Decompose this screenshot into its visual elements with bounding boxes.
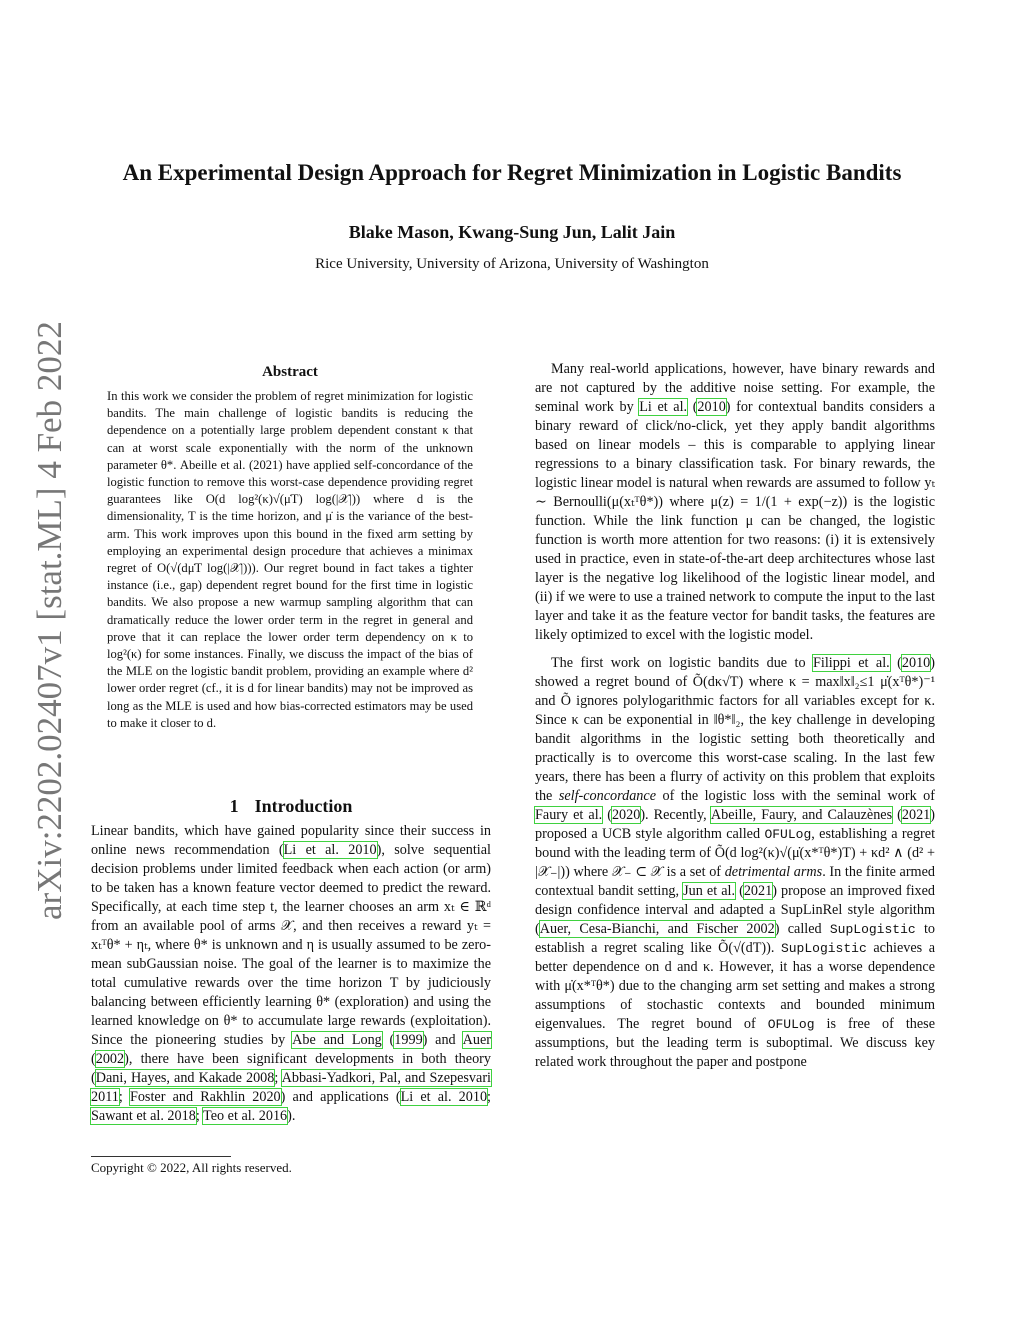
abstract-text: In this work we consider the problem of regret minimization for logistic bandits. The main challenge of logistic bandits is reducing the dependence on a potentially large problem dependent constant κ that can at worst scale exponentially with the norm of the unknown parameter θ*. Abeille et al. (2021) have applied self-concordance of the logistic function to remove this worst-case dependence providing regret guarantees like O(d log²(κ)√(μ̇T) log(|𝒳|)) where d is the dimensionality, T is the time horizon, and μ̇ is the variance of the best-arm. This work improves upon this bound in the fixed arm setting by employing an experimental design procedure that achieves a minimax regret of O(√(dμ̇T log(|𝒳|))). Our regret bound in fact takes a tighter instance (i.e., gap) dependent regret bound for the first time in logistic bandits. We also propose a new warmup sampling algorithm that can dramatically reduce the lower order term in the regret in general and prove that it can replace the lower order term dependency on κ to log²(κ) for some instances. Finally, we discuss the impact of the bias of the MLE on the logistic bandit problem, providing an example where d² lower order regret (cf., it is d for linear bandits) may not be improved as long as the MLE is used and how bias-corrected estimators may be used to make it closer to d. [107, 389, 473, 730]
text-run: ( [892, 807, 902, 823]
text-run: ( [889, 655, 902, 671]
text-run: ( [602, 807, 612, 823]
right-column [535, 360, 935, 1072]
text-run: of the logistic loss with the seminal work of [656, 788, 935, 804]
citation-link[interactable]: Li et al. 2010 [283, 842, 377, 858]
text-run: ) and applications ( [280, 1089, 401, 1105]
text-run: , establishing a regret bound with the leading term of Õ(d log²(κ)√(μ̇(x*ᵀθ*)T) + κd² ∧ (d² + |𝒳₋|)) where 𝒳₋ ⊂ 𝒳 is a set of [535, 826, 936, 880]
text-run: ). Recently, [640, 807, 711, 823]
text-run: ) called [774, 921, 830, 937]
text-run: achieves a better dependence on d and κ. However, it has a worse dependence with μ̇(x*ᵀθ*) due to the changing arm set setting and makes a strong assumptions of stochastic contexts and bounded minimum eigenvalues. The regret bound of [535, 940, 935, 1032]
emphasis-text: self-concordance [558, 788, 656, 804]
citation-link[interactable]: 2010 [901, 655, 931, 671]
citation-link[interactable]: 2020 [611, 807, 641, 823]
paragraph-binary-rewards [535, 360, 935, 645]
section-number: 1 [229, 796, 239, 816]
citation-link[interactable]: Jun et al. [683, 883, 736, 899]
text-run: ( [687, 399, 698, 415]
section-title: Introduction [254, 796, 353, 816]
text-run: Linear bandits, which have gained popularity since their success in online news recommendation ( [91, 823, 491, 858]
text-run: ) for contextual bandits considers a binary reward of click/no-click, yet they apply bandit algorithms based on linear models – this is comparable to applying linear regressions to a binary classification task. For binary rewards, the logistic linear model is natural when rewards are assumed to follow yₜ ∼ Bernoulli(μ(xₜᵀθ*)) where μ(z) = 1/(1 + exp(−z)) is the logistic function. While the link function μ can be changed, the logistic function is worth more attention for two reasons: (i) it is extensively used in practice, even in state-of-the-art deep architectures whose last layer is the negative log likelihood of the logistic linear model, and (ii) if we were to use a trained network to compute the input to the last layer and take it as the feature vector for bandit tasks, the features are likely optimized to excel with the logistic model. [535, 399, 935, 643]
text-run: ; [195, 1108, 204, 1124]
paper-title: An Experimental Design Approach for Regret Minimization in Logistic Bandits [122, 160, 902, 185]
text-run: . In the finite armed contextual bandit setting, [535, 864, 935, 899]
text-run: ( [735, 883, 744, 899]
citation-link[interactable]: Sawant et al. 2018 [91, 1108, 196, 1124]
citation-link[interactable]: Abeille, Faury, and Calauzènes [710, 807, 893, 823]
algorithm-name: OFULog [764, 827, 812, 842]
algorithm-name: OFULog [767, 1017, 815, 1032]
citation-link[interactable]: 2021 [743, 883, 773, 899]
introduction-paragraph [91, 822, 491, 1126]
citation-link[interactable]: Filippi et al. [812, 655, 890, 671]
arxiv-identifier-stamp: arXiv:2202.02407v1 [stat.ML] 4 Feb 2022 [30, 321, 69, 920]
text-run: ( [381, 1032, 395, 1048]
citation-link[interactable]: Faury et al. [535, 807, 603, 823]
paper-affiliations: Rice University, University of Arizona, University of Washington [315, 256, 709, 272]
citation-link[interactable]: Foster and Rakhlin 2020 [129, 1089, 281, 1105]
citation-link[interactable]: 2021 [901, 807, 931, 823]
copyright-notice: Copyright © 2022, All rights reserved. [91, 1160, 292, 1175]
citation-link[interactable]: Teo et al. 2016 [203, 1108, 288, 1124]
algorithm-name: SupLogistic [829, 922, 916, 937]
text-run: ) and [422, 1032, 463, 1048]
text-run: Many real-world applications, however, have binary rewards and are not captured by the additive noise setting. For example, the seminal work by [535, 361, 935, 415]
citation-link[interactable]: Li et al. [639, 399, 688, 415]
text-run: ) proposed a UCB style algorithm called [535, 807, 935, 842]
citation-link[interactable]: 2002 [95, 1051, 125, 1067]
text-run: to establish a regret scaling like Õ(√(dT)). [535, 921, 935, 956]
citation-link[interactable]: Auer [462, 1032, 491, 1048]
introduction-heading [91, 796, 491, 817]
citation-link[interactable]: Dani, Hayes, and Kakade 2008 [95, 1070, 275, 1086]
text-run: is free of these assumptions, but the leading term is suboptimal. We discuss key related work throughout the paper and postpone [535, 1016, 935, 1070]
paragraph-logistic-bandits [535, 654, 935, 1072]
text-run: ), there have been significant developments in both theory ( [91, 1051, 491, 1086]
text-run: ) propose an improved fixed design confidence interval and adapted a SupLinRel style algorithm ( [535, 883, 936, 937]
emphasis-text: detrimental arms [724, 864, 823, 880]
footnote-divider [91, 1156, 231, 1157]
text-run: ). [287, 1108, 296, 1124]
citation-link[interactable]: Abe and Long [292, 1032, 382, 1048]
text-run: ( [91, 1051, 96, 1067]
citation-link[interactable]: Abbasi-Yadkori, Pal, and Szepesvari 2011 [91, 1070, 491, 1105]
citation-link[interactable]: 1999 [394, 1032, 423, 1048]
text-run: ), solve sequential decision problems under limited feedback when each action (or arm) to be taken has a known feature vector deemed to predict the reward. Specifically, at each time step t, the learner chooses an arm xₜ ∈ ℝᵈ from an available pool of arms 𝒳, and then receives a reward yₜ = xₜᵀθ* + ηₜ, where θ* is unknown and η is usually assumed to be zero-mean subGaussian noise. The goal of the learner is to maximize the total cumulative rewards over the time horizon T by judiciously balancing between efficiently learning θ* (exploration) and using the learned knowledge on θ* to accumulate large rewards (exploitation). Since the pioneering studies by [91, 842, 491, 1048]
citation-link[interactable]: Auer, Cesa-Bianchi, and Fischer 2002 [539, 921, 775, 937]
citation-link[interactable]: 2010 [697, 399, 726, 415]
text-run: ; [274, 1070, 282, 1086]
text-run: The first work on logistic bandits due to [551, 655, 813, 671]
text-run: ; [118, 1089, 130, 1105]
citation-link[interactable]: Li et al. 2010 [400, 1089, 488, 1105]
algorithm-name: SupLogistic [780, 941, 867, 956]
paper-authors: Blake Mason, Kwang-Sung Jun, Lalit Jain [348, 222, 676, 242]
text-run: ; [487, 1089, 491, 1105]
text-run: ) showed a regret bound of Õ(dκ√T) where κ = max‖x‖₂≤1 μ̇(xᵀθ*)⁻¹ and Õ ignores polylogarithmic factors for all variables except for κ. Since κ can be exponential in ‖θ*‖₂, the key challenge in developing bandit algorithms in the logistic setting both theoretically and practically is to overcome this worst-case scaling. In the last few years, there has been a flurry of activity on this problem that exploits the [535, 655, 935, 804]
abstract-heading: Abstract [262, 364, 318, 380]
